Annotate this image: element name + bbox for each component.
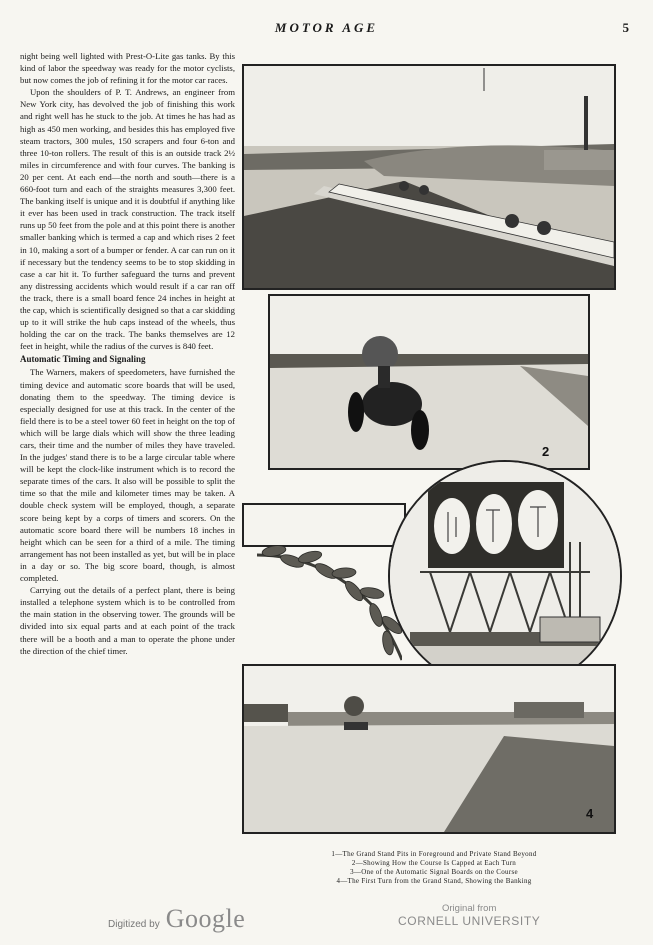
- article-text-column: [20, 50, 235, 890]
- signal-board-image: [390, 462, 620, 690]
- journal-title: MOTOR AGE: [274, 20, 379, 35]
- grand-stand-pits-image: [244, 66, 614, 288]
- article-paragraph: The Warners, makers of speedometers, have furnished the timing device and automatic score boards that will be used, donating them to the speedway. The timing device is especially designed for use at this track. In the center of the field there is to be a steel tower 60 feet in height on the top of which will be large dials which will show the three leading cars, their time and the number of miles they have traveled. In the judges' stand there is to be a large circular table where will be kept the clock-like instrument which is to record the separate times of the cars. It also will be possible to split the time so that the mile and kilometer times may be taken. A double check system will be employed, though, a separate score being kept by a corps of timers and scorers. On the automatic score board there will be numbers 18 inches in height which can be seen for a third of a mile. The timing arrangement has not been installed as yet, but will be in place in a day or so. The big score board, though, is almost completed.: [20, 367, 235, 584]
- figure-captions: [244, 850, 624, 886]
- first-turn-image: [244, 666, 614, 832]
- laurel-wreath-icon: [252, 545, 402, 665]
- photo-grand-stand-pits: [242, 64, 616, 290]
- institution-name: CORNELL UNIVERSITY: [398, 914, 541, 928]
- article-paragraph: Carrying out the details of a perfect plant, there is being installed a telephone system which is to be controlled from the main station in the observing tower. The grounds will be divided into six equal parts and at each point of the track there will be a booth and a man to operate the phone under the direction of the chief timer.: [20, 585, 235, 656]
- digitized-by-label: Digitized by: [108, 919, 160, 930]
- google-logo: Google: [165, 904, 246, 933]
- caption-line: 1—The Grand Stand Pits in Foreground and Private Stand Beyond: [331, 850, 537, 858]
- caption-line: 4—The First Turn from the Grand Stand, Showing the Banking: [336, 877, 532, 885]
- digitized-by-google: [108, 904, 245, 934]
- article-paragraph: Upon the shoulders of P. T. Andrews, an engineer from New York city, has devolved the job of finishing this work and right well has he stuck to the job. At times he has had as high as 450 men working, and besides this has employed five steam tractors, 300 mules, 150 scrapers and four 6-ton and three 10-ton rollers. The result of this is an outside track 2½ miles in circumference and with four curves. The banking is 20 per cent. At each end—the north and south—there is a 660-foot turn and each of the straights measures 3,300 feet. The banking itself is unique and it is doubtful if anything like it ever has been used in track construction. The track itself runs up 50 feet from the pole and at this point there is another smaller banking which is termed a cap and which rises 2 feet in 10, making a sort of a bumper or fender. A car can run on it if necessary but the tendency seems to be to stop skidding in case a car hit it. To further safeguard the turns and prevent any distressing accidents which would result if a car ran off the track, there is a small board fence 24 inches in height at the cap, which is scientifically designed so that a car skidding up to it will strike the hub caps instead of the wheels, thus holding the car on the track. The banks themselves are 12 feet in height, while the radius of the curves is 840 feet.: [20, 87, 235, 352]
- photo-signal-board: [388, 460, 622, 692]
- article-subheading: Automatic Timing and Signaling: [20, 354, 146, 365]
- decorative-banner-panel: [242, 503, 406, 547]
- original-from-label: Original from: [442, 903, 497, 914]
- page-number: 5: [622, 20, 629, 35]
- caption-line: 3—One of the Automatic Signal Boards on the Course: [350, 868, 518, 876]
- capped-course-image: [270, 296, 588, 468]
- figure-number-4: 4: [586, 806, 594, 821]
- photo-first-turn: [242, 664, 616, 834]
- figure-number-2: 2: [542, 444, 550, 459]
- article-paragraph: night being well lighted with Prest-O-Lite gas tanks. By this kind of labor the speedway was ready for the motor cyclists, but now comes the job of refining it for the motor car races.: [20, 51, 235, 86]
- original-from-credit: [398, 903, 540, 928]
- caption-line: 2—Showing How the Course Is Capped at Each Turn: [351, 859, 517, 867]
